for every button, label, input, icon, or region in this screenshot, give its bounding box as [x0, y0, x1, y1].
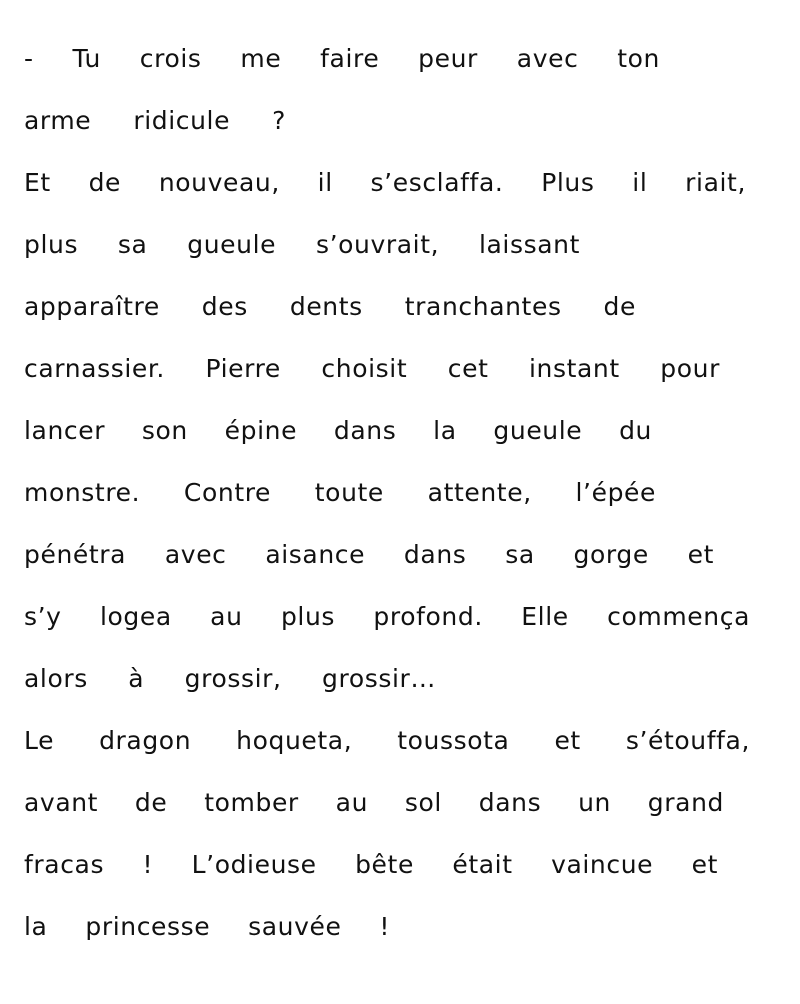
text-line: lancer son épine dans la gueule du — [24, 416, 652, 445]
text-line: la princesse sauvée ! — [24, 912, 390, 941]
text-line: monstre. Contre toute attente, l’épée — [24, 478, 656, 507]
story-text — [24, 28, 764, 958]
text-line: Et de nouveau, il s’esclaffa. Plus il riait, — [24, 168, 746, 197]
text-line: s’y logea au plus profond. Elle commença — [24, 602, 750, 631]
text-line: Le dragon hoqueta, toussota et s’étouffa, — [24, 726, 750, 755]
text-line: - Tu crois me faire peur avec ton — [24, 44, 660, 73]
text-line: plus sa gueule s’ouvrait, laissant — [24, 230, 580, 259]
text-line: alors à grossir, grossir… — [24, 664, 436, 693]
text-line: arme ridicule ? — [24, 106, 286, 135]
text-line: apparaître des dents tranchantes de — [24, 292, 636, 321]
text-line: fracas ! L’odieuse bête était vaincue et — [24, 850, 718, 879]
text-line: avant de tomber au sol dans un grand — [24, 788, 724, 817]
text-line: carnassier. Pierre choisit cet instant pour — [24, 354, 720, 383]
text-line: pénétra avec aisance dans sa gorge et — [24, 540, 714, 569]
